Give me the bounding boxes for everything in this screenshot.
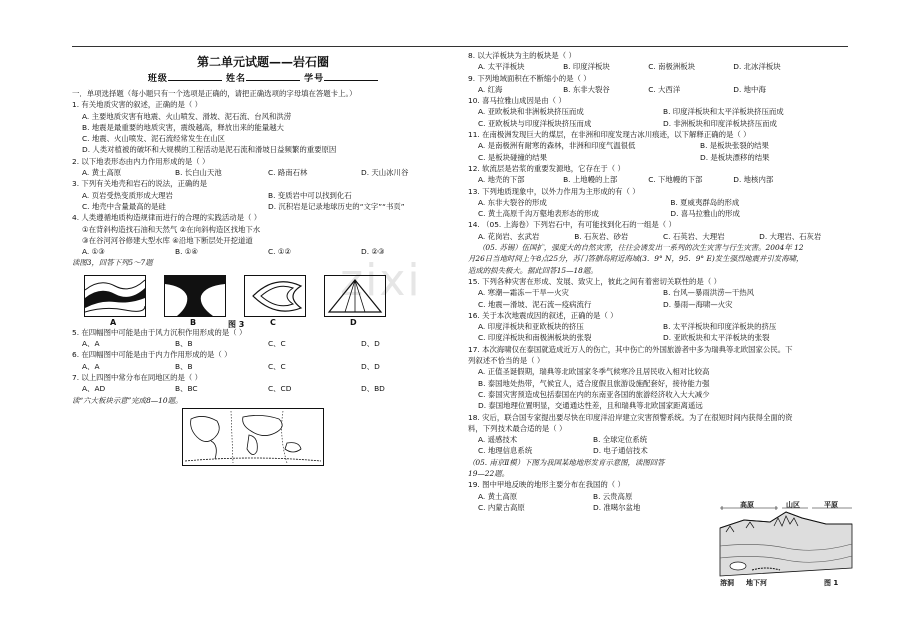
q17-option-a: A. 正值圣诞假期，瑞典等北欧国家冬季气候寒冷且居民收入相对比较高 bbox=[478, 367, 710, 377]
q6-option-c: C、C bbox=[268, 361, 286, 371]
q2-option-b: B. 长白山天池 bbox=[175, 168, 222, 178]
q1-option-a: A. 主要地质灾害有地震、火山喷发、滑坡、泥石流、台风和洪涝 bbox=[82, 111, 292, 121]
q16-option-a: A. 印度洋板块和亚欧板块的挤压 bbox=[478, 322, 584, 332]
fig3-label-b: B bbox=[190, 317, 197, 327]
q9-options bbox=[468, 84, 848, 95]
q6-option-d: D、D bbox=[361, 361, 380, 371]
q11-option-b: B. 是板块张裂的结果 bbox=[700, 141, 769, 151]
figure-3 bbox=[84, 271, 454, 327]
q15-option-a: A. 寒潮—霜冻—干旱—火灾 bbox=[478, 288, 569, 298]
world-plate-map bbox=[182, 408, 324, 466]
q6-option-b: B、B bbox=[175, 361, 193, 371]
q7-option-a: A、AD bbox=[82, 384, 106, 394]
q12-option-a: A. 地壳的下部 bbox=[478, 175, 525, 185]
left-column bbox=[72, 50, 454, 471]
q8-option-d: D. 北冰洋板块 bbox=[733, 62, 781, 72]
q16-stem: 16. 关于本次地震成因的叙述，正确的是（ ） bbox=[468, 310, 618, 320]
q15-option-b: B. 台风—暴雨洪涝—干热风 bbox=[663, 288, 755, 298]
q19-option-b: B. 云贵高原 bbox=[593, 491, 633, 501]
q8-options bbox=[468, 61, 848, 72]
q3-option-a: A. 页岩受热变质形成大理岩 bbox=[82, 190, 173, 200]
q11-option-c: C. 是板块碰撞的结果 bbox=[478, 152, 547, 162]
q9-stem: 9. 下列地域面积在不断缩小的是（ ） bbox=[468, 73, 591, 83]
q3-option-d: D. 沉积岩是记录地球历史的“文字”“书页” bbox=[268, 201, 405, 211]
q4-options bbox=[72, 246, 454, 257]
intro-19-line1: （05. 南京Ⅱ模）下图为我国某地地形发育示意图，读图回答 bbox=[468, 457, 665, 467]
q2-option-d: D. 天山冰川谷 bbox=[361, 168, 409, 178]
fig3-label-a: A bbox=[110, 317, 117, 327]
q16-option-c: C. 印度洋板块和南极洲板块的张裂 bbox=[478, 333, 592, 343]
q3-stem: 3. 下列有关地壳和岩石的说法，正确的是 bbox=[72, 179, 208, 189]
q10-options-row1 bbox=[468, 106, 848, 117]
q18-stem-cont: 料，下列技术最合适的是（ ） bbox=[468, 423, 567, 433]
q4-line2: ③在谷河河谷修建大型水库 ④沿地下断层处开挖道道 bbox=[82, 235, 253, 245]
q17-stem-cont: 列叙述不恰当的是（ ） bbox=[468, 356, 545, 366]
q6-options bbox=[72, 361, 454, 372]
q18-option-a: A. 遥感技术 bbox=[478, 435, 518, 445]
q19-option-d: D. 准噶尔盆地 bbox=[593, 502, 641, 512]
plate-intro: 读“六大板块示意”完成8—10题。 bbox=[72, 395, 183, 405]
q15-stem: 15. 下列各种灾害在形成、发展、致灾上，彼此之间有着密切关联性的是（ ） bbox=[468, 276, 721, 286]
intro-15-line3: 造成的损失极大。据此回答15—18题。 bbox=[468, 265, 598, 275]
watermark: zixi bbox=[340, 255, 422, 306]
q14-stem: 14. （05. 上海卷）下列岩石中，有可能找到化石的一组是（ ） bbox=[468, 220, 676, 230]
q5-options bbox=[72, 338, 454, 349]
q18-options-row2 bbox=[468, 445, 708, 456]
q8-option-a: A. 太平洋板块 bbox=[478, 62, 525, 72]
q10-option-a: A. 亚欧板块和非洲板块挤压而成 bbox=[478, 107, 584, 117]
q10-stem: 10. 喜马拉雅山成因是由（ ） bbox=[468, 96, 566, 106]
terrain-block-diagram bbox=[716, 498, 856, 590]
fig3-panel-b bbox=[164, 275, 226, 317]
top-rule bbox=[72, 46, 848, 47]
q7-option-b: B、BC bbox=[175, 384, 198, 394]
q5-option-d: D、D bbox=[361, 339, 380, 349]
q14-option-c: C. 石英岩、大理岩 bbox=[662, 231, 725, 241]
q5-option-b: B、B bbox=[175, 339, 193, 349]
q6-stem: 6. 在四幅图中可能是由于内力作用形成的是（ ） bbox=[72, 350, 232, 360]
page-title: 第二单元试题——岩石圈 bbox=[196, 55, 329, 69]
q1-option-d: D. 人类对植被的破坏和大规模的工程活动是泥石流和滑坡日益频繁的重要原因 bbox=[82, 145, 337, 155]
q4-option-d: D. ②③ bbox=[361, 247, 385, 257]
fig3-panel-a bbox=[84, 275, 146, 317]
q8-option-c: C. 南极洲板块 bbox=[648, 62, 696, 72]
q13-option-b: B. 夏威夷群岛的形成 bbox=[670, 197, 740, 207]
q4-option-b: B. ①④ bbox=[175, 247, 199, 257]
q7-option-c: C、CD bbox=[268, 384, 292, 394]
q19-options-row2 bbox=[468, 502, 708, 513]
q19-options-row1 bbox=[468, 491, 708, 502]
intro-15-line1: （05. 苏锡）伍国扩，强度大的自然灾害，往往会诱发出一系列的次生灾害与行生灾害。2004年 12 bbox=[478, 243, 804, 253]
q13-option-c: C. 黄土高原千沟万壑地表形态的形成 bbox=[478, 209, 599, 219]
q4-stem: 4. 人类遵循地质构造规律而进行的合理的实践活动是（ ） bbox=[72, 213, 262, 223]
right-column bbox=[468, 50, 848, 587]
q14-option-b: B. 石灰岩、砂岩 bbox=[574, 231, 629, 241]
q9-option-a: A. 红海 bbox=[478, 84, 503, 94]
q16-option-d: D. 亚欧板块和太平洋板块的张裂 bbox=[663, 333, 770, 343]
q9-option-c: C. 大西洋 bbox=[648, 84, 681, 94]
q15-options-row2 bbox=[468, 299, 848, 310]
q17-option-d: D. 泰国地理位置明显，交通通达性差，且和瑞典等北欧国家距离遥远 bbox=[478, 401, 703, 411]
q9-option-d: D. 地中海 bbox=[733, 84, 766, 94]
q10-option-b: B. 印度洋板块和太平洋板块挤压而成 bbox=[663, 107, 784, 117]
name-blank bbox=[246, 72, 300, 81]
q2-option-c: C. 路南石林 bbox=[268, 168, 308, 178]
q13-options-row2 bbox=[468, 208, 848, 219]
q4-line1: ①在背斜构造找石油和天然气 ②在向斜构造区找地下水 bbox=[82, 224, 261, 234]
intro-15-line2: 月26日当地时间上午8点25分，苏门答腊岛附近海域(3．9° N，95．9° E)发生强烈地震并引发海啸， bbox=[468, 254, 804, 264]
q1-option-b: B. 地震是最重要的地质灾害，震级越高，释放出来的能量越大 bbox=[82, 122, 284, 132]
q15-option-d: D. 暴雨—海啸—火灾 bbox=[663, 299, 733, 309]
fig1-label-cave: 溶洞 bbox=[720, 579, 734, 587]
q19-stem: 19. 图中甲地反映的地形主要分布在我国的（ ） bbox=[468, 480, 625, 490]
id-blank bbox=[324, 72, 378, 81]
q7-option-d: D、BD bbox=[361, 384, 385, 394]
fig3-label-c: C bbox=[270, 317, 276, 327]
q17-option-c: C. 泰国灾害预造成包括泰国在内的东南亚各国的旅游经济收入大大减少 bbox=[478, 389, 710, 399]
q11-option-d: D. 是板块漂移的结果 bbox=[700, 152, 770, 162]
q13-option-a: A. 东非大裂谷的形成 bbox=[478, 197, 547, 207]
figure-1 bbox=[716, 498, 856, 590]
q15-options-row1 bbox=[468, 287, 848, 298]
q9-option-b: B. 东非大裂谷 bbox=[563, 84, 610, 94]
q18-option-c: C. 地理信息系统 bbox=[478, 446, 533, 456]
fig3-panel-d bbox=[324, 275, 386, 317]
q3-option-c: C. 地壳中含量最高的是硅 bbox=[82, 201, 166, 211]
q13-option-d: D. 喜马拉雅山的形成 bbox=[670, 209, 740, 219]
fig1-label-plain: 平原 bbox=[824, 501, 838, 509]
name-label: 姓名 bbox=[225, 74, 246, 84]
q19-option-c: C. 内蒙古高原 bbox=[478, 502, 525, 512]
q7-stem: 7. 以上四图中常分布在同地区的是（ ） bbox=[72, 372, 203, 382]
q11-option-a: A. 是南极洲有耐寒的森林，非洲和印度气温很低 bbox=[478, 141, 636, 151]
q15-option-c: C. 地震—滑坡、泥石流—疫病流行 bbox=[478, 299, 592, 309]
q12-option-c: C. 下地幔的下部 bbox=[648, 175, 703, 185]
q5-option-a: A、A bbox=[82, 339, 100, 349]
q14-option-d: D. 大理岩、石灰岩 bbox=[759, 231, 822, 241]
q13-options-row1 bbox=[468, 197, 848, 208]
q2-options bbox=[72, 167, 454, 178]
q16-options-row2 bbox=[468, 332, 848, 343]
fig3-caption: 图 3 bbox=[228, 319, 245, 329]
fig1-caption: 图 1 bbox=[824, 579, 839, 587]
q3-options-row2 bbox=[72, 201, 454, 212]
q18-stem: 18. 灾后，联合国专家提出要尽快在印度洋沿岸建立灾害预警系统。为了在很短时间内获得全面的资 bbox=[468, 412, 793, 422]
q4-option-a: A. ①③ bbox=[82, 247, 105, 257]
student-info bbox=[72, 72, 454, 86]
q10-option-d: D. 非洲板块和印度洋板块挤压而成 bbox=[663, 118, 777, 128]
fig1-label-mountain: 山区 bbox=[786, 501, 800, 509]
q1-stem: 1. 有关地质灾害的叙述，正确的是（ ） bbox=[72, 100, 203, 110]
fig3-label-d: D bbox=[350, 317, 357, 327]
section-heading: 一．单项选择题（每小题只有一个选项是正确的，请把正确选项的字母填在答题卡上。） bbox=[72, 89, 357, 98]
q18-options-row1 bbox=[468, 434, 708, 445]
fig3-panel-c bbox=[244, 275, 306, 317]
q18-option-b: B. 全球定位系统 bbox=[593, 435, 648, 445]
q16-options-row1 bbox=[468, 321, 848, 332]
q5-option-c: C、C bbox=[268, 339, 286, 349]
q5-stem: 5. 在四幅图中可能是由于风力沉积作用形成的是（ ） bbox=[72, 327, 247, 337]
q10-options-row2 bbox=[468, 118, 848, 129]
q4-option-c: C. ①② bbox=[268, 247, 292, 257]
fig1-label-underground-river: 地下河 bbox=[746, 579, 767, 587]
q8-option-b: B. 印度洋板块 bbox=[563, 62, 610, 72]
fig1-label-plateau: 高原 bbox=[740, 501, 754, 509]
q6-option-a: A、A bbox=[82, 361, 100, 371]
q17-option-b: B. 泰国地处热带，气候宜人，适合度假且旅游设施配套好，接待能力强 bbox=[478, 378, 710, 388]
q18-option-d: D. 电子通信技术 bbox=[593, 446, 648, 456]
fig3-intro: 读图3，回答下列5～7题 bbox=[72, 258, 153, 268]
class-label: 班级 bbox=[147, 74, 168, 84]
intro-19-line2: 19—22题。 bbox=[468, 468, 509, 478]
q2-option-a: A. 黄土高原 bbox=[82, 168, 122, 178]
q12-stem: 12. 软流层是岩浆的重要发源地，它存在于（ ） bbox=[468, 163, 625, 173]
q16-option-b: B. 太平洋板块和印度洋板块的挤压 bbox=[663, 322, 777, 332]
q3-option-b: B. 变质岩中可以找到化石 bbox=[268, 190, 352, 200]
q10-option-c: C. 亚欧板块与印度洋板块挤压而成 bbox=[478, 118, 592, 128]
q12-options bbox=[468, 174, 848, 185]
q2-stem: 2. 以下地表形态由内力作用形成的是（ ） bbox=[72, 156, 210, 166]
id-label: 学号 bbox=[304, 74, 325, 84]
q14-options bbox=[468, 231, 848, 242]
q12-option-d: D. 地核内部 bbox=[733, 175, 774, 185]
q12-option-b: B. 上地幔的上部 bbox=[563, 175, 618, 185]
q11-options-row2 bbox=[468, 152, 848, 163]
q1-option-c: C. 地震、火山喷发、泥石流经常发生在山区 bbox=[82, 134, 225, 144]
class-blank bbox=[168, 72, 222, 81]
q7-options bbox=[72, 383, 454, 394]
q17-stem: 17. 本次海啸仅在泰国就造成近万人的伤亡，其中伤亡的外国旅游者中多为瑞典等北欧国家公民。下 bbox=[468, 344, 793, 354]
q11-stem: 11. 在南极洲发现巨大的煤层，在非洲和印度发现古冰川痕迹，以下解释正确的是（ ） bbox=[468, 130, 751, 140]
q3-options-row1 bbox=[72, 190, 454, 201]
q11-options-row1 bbox=[468, 140, 848, 151]
q8-stem: 8. 以大洋板块为主的板块是（ ） bbox=[468, 51, 576, 60]
q14-option-a: A. 花岗岩、玄武岩 bbox=[478, 231, 540, 241]
q19-option-a: A. 黄土高原 bbox=[478, 491, 518, 501]
q13-stem: 13. 下列地质现象中，以外力作用为主形成的有（ ） bbox=[468, 186, 640, 196]
